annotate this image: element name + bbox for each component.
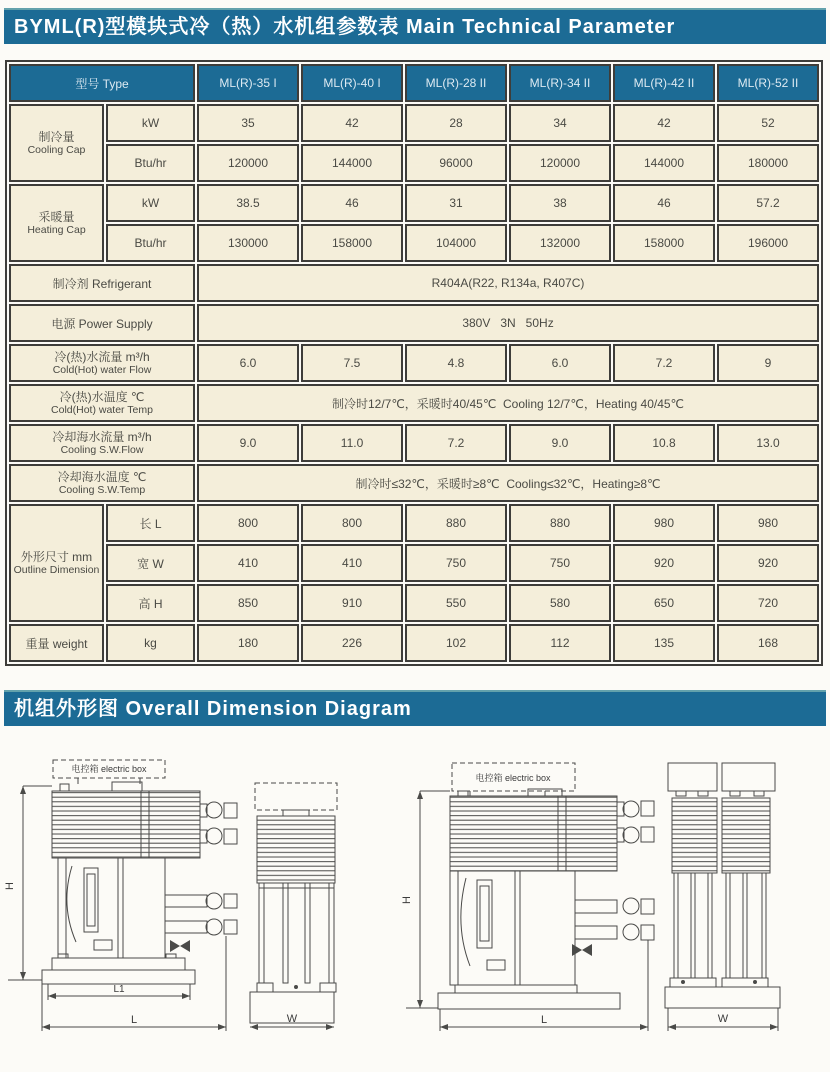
row-label-sw-flow (9, 424, 195, 462)
value-cell: 104000 (405, 224, 507, 262)
row-label-en: Cooling S.W.Temp (58, 483, 146, 496)
electric-box-label: 电控箱 electric box (71, 764, 147, 774)
dim-label-h: H (401, 896, 413, 904)
dim-label-l: L (130, 1014, 138, 1026)
heating-kw-row (9, 184, 819, 222)
row-label-en: Outline Dimension (13, 563, 100, 576)
value-cell: 910 (301, 584, 403, 622)
value-cell: 130000 (197, 224, 299, 262)
value-cell: 720 (717, 584, 819, 622)
row-label-heating (9, 184, 104, 262)
dimension-length-row (9, 504, 819, 542)
unit-cell: Btu/hr (106, 224, 195, 262)
type-header-cell: 型号 Type (9, 64, 195, 102)
section-title-bar (4, 690, 826, 726)
value-cell: 46 (613, 184, 715, 222)
row-label-en: Cooling Cap (27, 143, 86, 156)
row-label-cn: 冷(热)水流量 m³/h (54, 349, 150, 364)
value-cell: 34 (509, 104, 611, 142)
value-cell: 11.0 (301, 424, 403, 462)
value-cell: 410 (197, 544, 299, 582)
value-cell: 42 (301, 104, 403, 142)
value-cell: 800 (301, 504, 403, 542)
model-header: ML(R)-28 II (405, 64, 507, 102)
side-view-double (665, 763, 780, 1031)
unit-cell: 高 H (106, 584, 195, 622)
value-cell: 180000 (717, 144, 819, 182)
cooling-kw-row (9, 104, 819, 142)
value-cell: 9 (717, 344, 819, 382)
value-cell: 144000 (613, 144, 715, 182)
row-label-en: Cold(Hot) water Flow (52, 363, 152, 376)
value-cell: 112 (509, 624, 611, 662)
row-label-sw-temp (9, 464, 195, 502)
unit-cell: 宽 W (106, 544, 195, 582)
value-cell: 650 (613, 584, 715, 622)
refrigerant-row (9, 264, 819, 302)
header-row (9, 64, 819, 102)
unit-cell: kW (106, 104, 195, 142)
row-label-power: 电源 Power Supply (9, 304, 195, 342)
dim-label-l1: L1 (113, 984, 125, 995)
value-cell: 4.8 (405, 344, 507, 382)
value-cell: 28 (405, 104, 507, 142)
value-cell: 750 (405, 544, 507, 582)
page-title-bar (4, 8, 826, 44)
value-cell: 57.2 (717, 184, 819, 222)
power-value: 380V 3N 50Hz (197, 304, 819, 342)
row-label-cn: 冷(热)水温度 ℃ (59, 389, 145, 404)
water-temp-row (9, 384, 819, 422)
heating-btu-row (9, 224, 819, 262)
value-cell: 750 (509, 544, 611, 582)
value-cell: 132000 (509, 224, 611, 262)
side-view-single (250, 783, 337, 1030)
value-cell: 46 (301, 184, 403, 222)
water-temp-value: 制冷时12/7℃，采暖时40/45℃ Cooling 12/7℃，Heating 40/45℃ (197, 384, 819, 422)
value-cell: 880 (405, 504, 507, 542)
row-label-cn: 冷却海水温度 ℃ (57, 469, 147, 484)
front-view-right (406, 763, 654, 1031)
value-cell: 35 (197, 104, 299, 142)
value-cell: 980 (717, 504, 819, 542)
value-cell: 120000 (509, 144, 611, 182)
electric-box-label: 电控箱 electric box (475, 773, 551, 783)
row-label-en: Heating Cap (27, 223, 86, 236)
value-cell: 7.2 (405, 424, 507, 462)
value-cell: 6.0 (509, 344, 611, 382)
row-label-en: Cold(Hot) water Temp (51, 403, 153, 416)
page-title: BYML(R)型模块式冷（热）水机组参数表 Main Technical Parameter (14, 16, 676, 38)
value-cell: 120000 (197, 144, 299, 182)
unit-cell: 长 L (106, 504, 195, 542)
row-label-cn: 制冷量 (38, 129, 75, 144)
value-cell: 42 (613, 104, 715, 142)
row-label-dimension (9, 504, 104, 622)
value-cell: 850 (197, 584, 299, 622)
value-cell: 550 (405, 584, 507, 622)
model-header: ML(R)-40 I (301, 64, 403, 102)
dimension-height-row (9, 584, 819, 622)
value-cell: 410 (301, 544, 403, 582)
model-header: ML(R)-34 II (509, 64, 611, 102)
value-cell: 38 (509, 184, 611, 222)
value-cell: 196000 (717, 224, 819, 262)
value-cell: 9.0 (509, 424, 611, 462)
value-cell: 31 (405, 184, 507, 222)
sw-temp-value: 制冷时≤32℃，采暖时≥8℃ Cooling≤32℃，Heating≥8℃ (197, 464, 819, 502)
value-cell: 9.0 (197, 424, 299, 462)
value-cell: 135 (613, 624, 715, 662)
dimension-width-row (9, 544, 819, 582)
row-label-cn: 外形尺寸 mm (20, 549, 93, 564)
value-cell: 7.5 (301, 344, 403, 382)
value-cell: 102 (405, 624, 507, 662)
water-flow-row (9, 344, 819, 382)
row-label-weight: 重量 weight (9, 624, 104, 662)
value-cell: 10.8 (613, 424, 715, 462)
weight-row (9, 624, 819, 662)
dim-label-h: H (4, 882, 16, 890)
value-cell: 880 (509, 504, 611, 542)
row-label-refrigerant: 制冷剂 Refrigerant (9, 264, 195, 302)
row-label-water-flow (9, 344, 195, 382)
value-cell: 168 (717, 624, 819, 662)
section-title: 机组外形图 Overall Dimension Diagram (14, 698, 412, 720)
row-label-en: Cooling S.W.Flow (60, 443, 144, 456)
sw-flow-row (9, 424, 819, 462)
value-cell: 96000 (405, 144, 507, 182)
row-label-cooling (9, 104, 104, 182)
row-label-water-temp (9, 384, 195, 422)
value-cell: 920 (613, 544, 715, 582)
unit-cell: Btu/hr (106, 144, 195, 182)
value-cell: 920 (717, 544, 819, 582)
value-cell: 6.0 (197, 344, 299, 382)
value-cell: 13.0 (717, 424, 819, 462)
sw-temp-row (9, 464, 819, 502)
row-label-cn: 冷却海水流量 m³/h (52, 429, 152, 444)
overall-dimension-diagram (0, 740, 830, 1040)
unit-cell: kW (106, 184, 195, 222)
value-cell: 158000 (613, 224, 715, 262)
value-cell: 180 (197, 624, 299, 662)
dim-label-w: W (717, 1013, 729, 1025)
cooling-btu-row (9, 144, 819, 182)
value-cell: 580 (509, 584, 611, 622)
spec-table (5, 60, 823, 666)
dim-label-l: L (540, 1014, 548, 1026)
value-cell: 226 (301, 624, 403, 662)
model-header: ML(R)-42 II (613, 64, 715, 102)
value-cell: 52 (717, 104, 819, 142)
unit-cell: kg (106, 624, 195, 662)
model-header: ML(R)-35 I (197, 64, 299, 102)
value-cell: 980 (613, 504, 715, 542)
value-cell: 158000 (301, 224, 403, 262)
dim-label-w: W (286, 1013, 298, 1025)
value-cell: 144000 (301, 144, 403, 182)
power-row (9, 304, 819, 342)
value-cell: 38.5 (197, 184, 299, 222)
value-cell: 800 (197, 504, 299, 542)
row-label-cn: 采暖量 (38, 209, 75, 224)
model-header: ML(R)-52 II (717, 64, 819, 102)
refrigerant-value: R404A(R22, R134a, R407C) (197, 264, 819, 302)
value-cell: 7.2 (613, 344, 715, 382)
